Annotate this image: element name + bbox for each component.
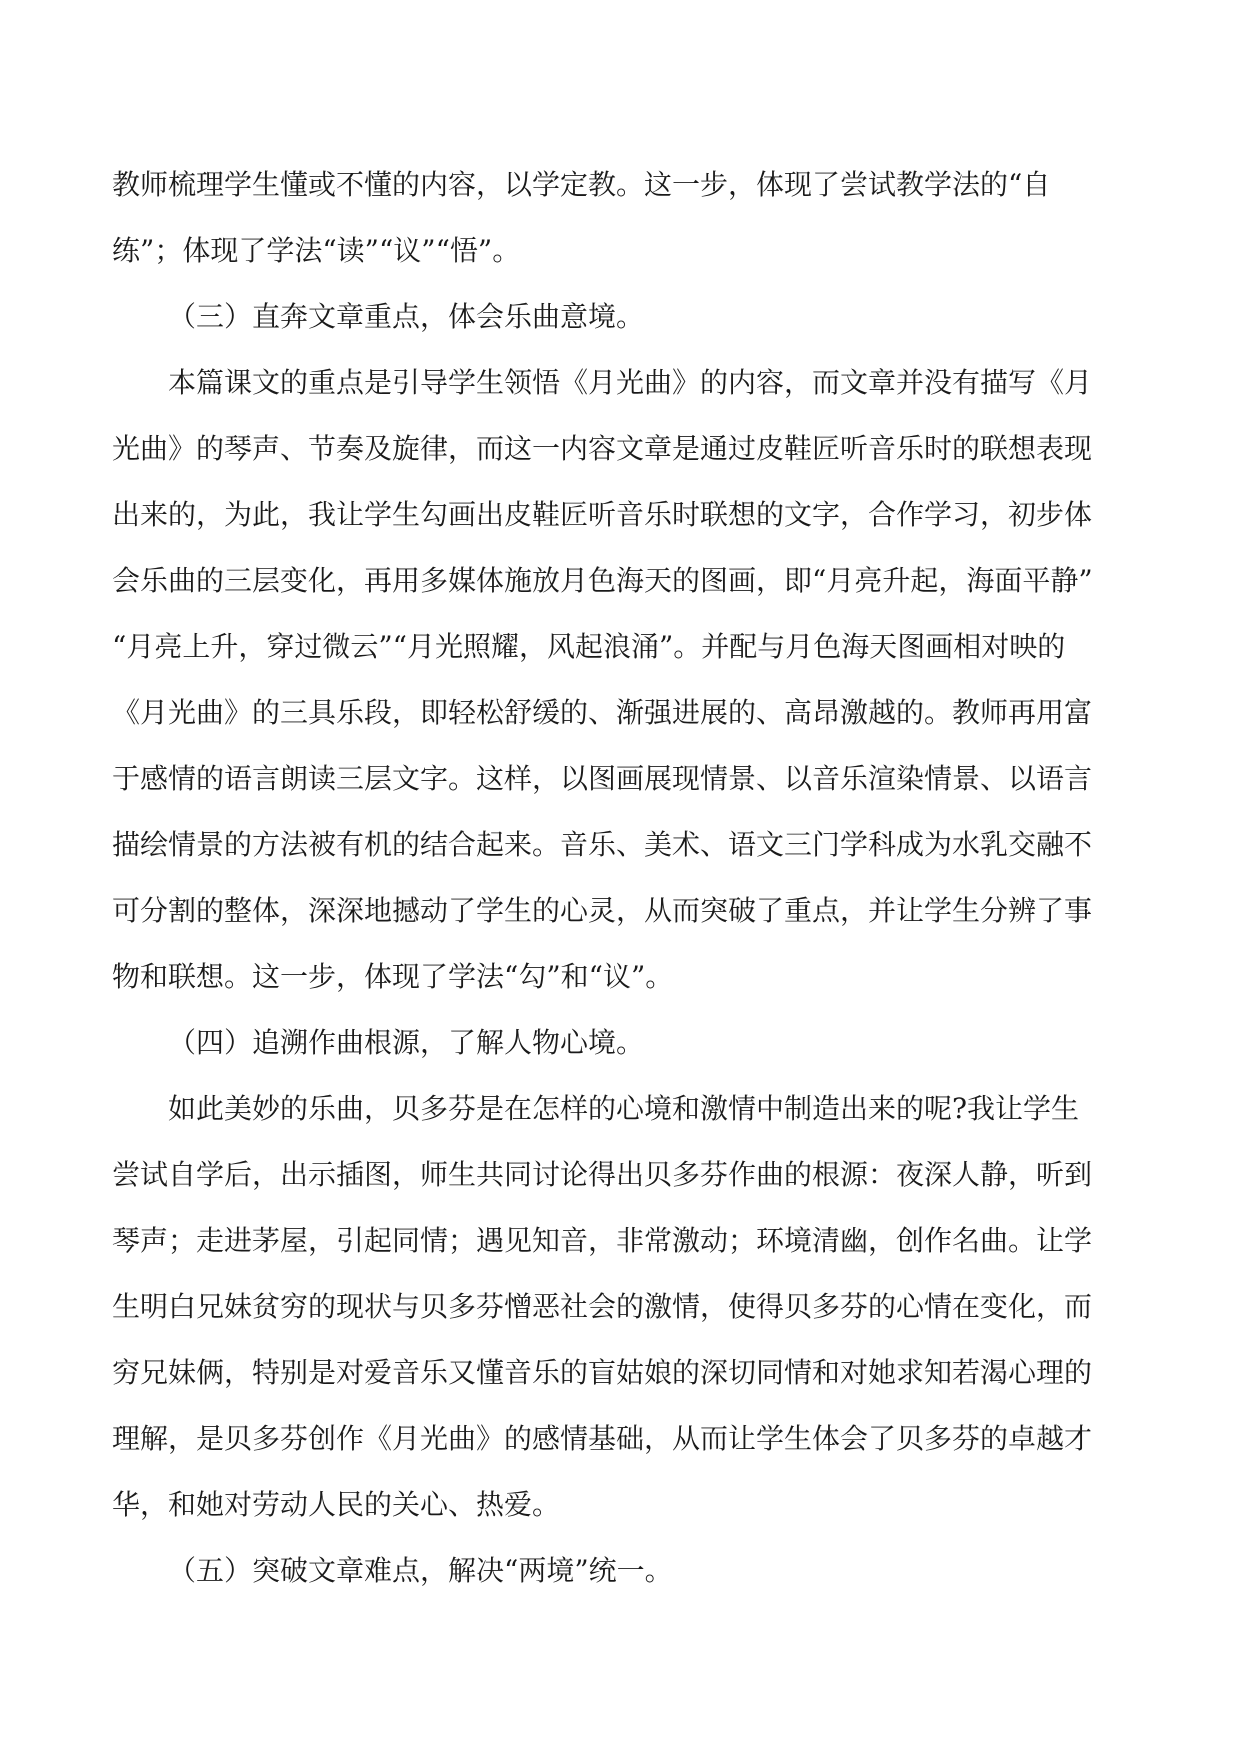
section-heading-4 bbox=[112, 1010, 1129, 1076]
text-line: 华，和她对劳动人民的关心、热爱。 bbox=[112, 1488, 561, 1521]
text-line: 光曲》的琴声、节奏及旋律，而这一内容文章是通过皮鞋匠听音乐时的联想表现 bbox=[112, 432, 1093, 465]
section-heading-3 bbox=[112, 284, 1129, 350]
paragraph-composition-origin bbox=[112, 1076, 1129, 1538]
heading-line: （三）直奔文章重点，体会乐曲意境。 bbox=[168, 300, 645, 333]
text-line: 如此美妙的乐曲，贝多芬是在怎样的心境和激情中制造出来的呢?我让学生 bbox=[168, 1092, 1080, 1125]
section-heading-5 bbox=[112, 1538, 1129, 1604]
text-line: 于感情的语言朗读三层文字。这样，以图画展现情景、以音乐渲染情景、以语言 bbox=[112, 762, 1093, 795]
paragraph-key-point bbox=[112, 350, 1129, 1010]
text-line: 会乐曲的三层变化，再用多媒体施放月色海天的图画，即“月亮升起，海面平静” bbox=[112, 564, 1093, 597]
text-line: 练”；体现了学法“读”“议”“悟”。 bbox=[112, 234, 521, 267]
paragraph-continuation bbox=[112, 152, 1129, 284]
text-line: 生明白兄妹贫穷的现状与贝多芬憎恶社会的激情，使得贝多芬的心情在变化，而 bbox=[112, 1290, 1093, 1323]
text-line: 尝试自学后，出示插图，师生共同讨论得出贝多芬作曲的根源：夜深人静，听到 bbox=[112, 1158, 1093, 1191]
text-line: 《月光曲》的三具乐段，即轻松舒缓的、渐强进展的、高昂激越的。教师再用富 bbox=[112, 696, 1093, 729]
heading-line: （五）突破文章难点，解决“两境”统一。 bbox=[168, 1554, 673, 1587]
document-page bbox=[112, 152, 1129, 1604]
text-line: 理解，是贝多芬创作《月光曲》的感情基础，从而让学生体会了贝多芬的卓越才 bbox=[112, 1422, 1093, 1455]
text-line: 出来的，为此，我让学生勾画出皮鞋匠听音乐时联想的文字，合作学习，初步体 bbox=[112, 498, 1093, 531]
text-line: “月亮上升，穿过微云”“月光照耀，风起浪涌”。并配与月色海天图画相对映的 bbox=[112, 630, 1066, 663]
text-line: 教师梳理学生懂或不懂的内容，以学定教。这一步，体现了尝试教学法的“自 bbox=[112, 168, 1051, 201]
text-line: 琴声；走进茅屋，引起同情；遇见知音，非常激动；环境清幽，创作名曲。让学 bbox=[112, 1224, 1093, 1257]
text-line: 可分割的整体，深深地撼动了学生的心灵，从而突破了重点，并让学生分辨了事 bbox=[112, 894, 1093, 927]
heading-line: （四）追溯作曲根源，了解人物心境。 bbox=[168, 1026, 645, 1059]
text-line: 描绘情景的方法被有机的结合起来。音乐、美术、语文三门学科成为水乳交融不 bbox=[112, 828, 1093, 861]
text-line: 物和联想。这一步，体现了学法“勾”和“议”。 bbox=[112, 960, 674, 993]
text-line: 穷兄妹俩，特别是对爱音乐又懂音乐的盲姑娘的深切同情和对她求知若渴心理的 bbox=[112, 1356, 1093, 1389]
text-line: 本篇课文的重点是引导学生领悟《月光曲》的内容，而文章并没有描写《月 bbox=[168, 366, 1093, 399]
